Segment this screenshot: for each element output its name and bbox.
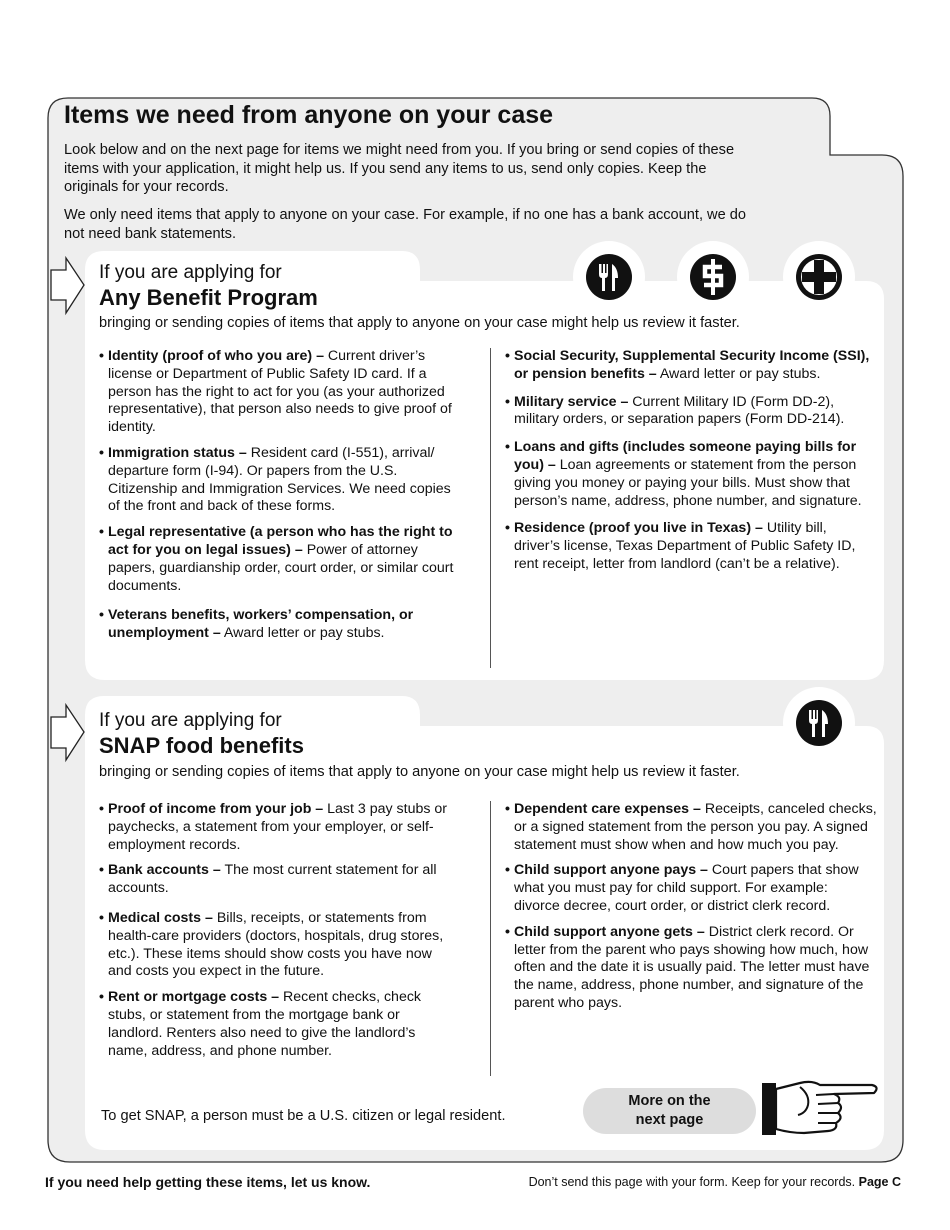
list-item: • Medical costs – Bills, receipts, or statements from health-care providers (doctors, hospitals, drug stores, etc.). These items should show costs you have now and costs you expect in the future. [99, 910, 457, 981]
pointing-hand-icon [760, 1077, 882, 1139]
snap-left-list [99, 801, 457, 1068]
list-item: • Bank accounts – The most current statement for all accounts. [99, 862, 457, 898]
section-snap-pre: If you are applying for [99, 710, 282, 731]
list-item: • Proof of income from your job – Last 3 pay stubs or paychecks, a statement from your employer, or self-employment records. [99, 801, 457, 854]
list-item: • Loans and gifts (includes someone paying bills for you) – Loan agreements or statement from the person giving you money or paying your bills. Must show that person’s name, address, phone number, and signature. [505, 439, 875, 510]
section-any-title: Any Benefit Program [99, 285, 318, 310]
list-item: • Residence (proof you live in Texas) – Utility bill, driver’s license, Texas Department of Public Safety ID, rent receipt, letter from landlord (can’t be a relative). [505, 520, 875, 573]
column-divider [490, 801, 491, 1076]
list-item: • Military service – Current Military ID (Form DD-2), military orders, or separation papers (Form DD-214). [505, 394, 875, 430]
column-divider [490, 348, 491, 668]
list-item: • Legal representative (a person who has the right to act for you on legal issues) – Power of attorney papers, guardianship order, court order, or similar court documents. [99, 524, 457, 595]
fork-knife-icon [781, 686, 857, 756]
list-item: • Dependent care expenses – Receipts, canceled checks, or a signed statement from the person you pay. A signed statement must show when and how much you pay. [505, 801, 877, 854]
fork-knife-icon [571, 240, 647, 310]
any-left-list [99, 348, 457, 651]
list-item: • Social Security, Supplemental Security Income (SSI), or pension benefits – Award letter or pay stubs. [505, 348, 875, 384]
snap-right-list [505, 801, 877, 1021]
list-item: • Child support anyone pays – Court papers that show what you must pay for child support. For example: divorce decree, court order, or district clerk record. [505, 862, 877, 915]
list-item: • Child support anyone gets – District clerk record. Or letter from the parent who pays showing how much, how often and the date it is usually paid. The letter must have the name, address, phone number, and signature of the parent who pays. [505, 924, 877, 1013]
more-next-page-badge [583, 1088, 756, 1134]
section-snap-desc: bringing or sending copies of items that apply to anyone on your case might help us review it faster. [99, 764, 740, 780]
section-snap-title: SNAP food benefits [99, 733, 304, 758]
dollar-icon [675, 240, 751, 310]
medical-cross-icon [781, 240, 857, 310]
footer-records-note: Don’t send this page with your form. Keep for your records. Page C [528, 1175, 901, 1189]
any-right-list [505, 348, 875, 582]
citizenship-note: To get SNAP, a person must be a U.S. citizen or legal resident. [101, 1108, 506, 1124]
section-any-pre: If you are applying for [99, 262, 282, 283]
list-item: • Identity (proof of who you are) – Current driver’s license or Department of Public Safety ID card. If a person has the right to act for you (as your authorized representative), that person also needs to give proof of identity. [99, 348, 457, 437]
page-number: Page C [858, 1175, 901, 1189]
list-item: • Rent or mortgage costs – Recent checks, check stubs, or statement from the mortgage bank or landlord. Renters also need to give the landlord’s name, address, and phone number. [99, 989, 457, 1060]
list-item: • Veterans benefits, workers’ compensation, or unemployment – Award letter or pay stubs. [99, 607, 457, 643]
intro-paragraph-1: Look below and on the next page for items we might need from you. If you bring or send copies of these items with your application, it might help us. If you send any items to us, send only copies. Keep the originals for your records. [64, 142, 735, 195]
footer-help-note: If you need help getting these items, let us know. [45, 1174, 371, 1190]
more-next-page-label: More on the next page [628, 1093, 711, 1128]
intro-paragraph-2: We only need items that apply to anyone on your case. For example, if no one has a bank account, we do not need bank statements. [64, 207, 746, 242]
section-any-desc: bringing or sending copies of items that apply to anyone on your case might help us review it faster. [99, 315, 740, 331]
list-item: • Immigration status – Resident card (I-551), arrival/ departure form (I-94). Or papers from the U.S. Citizenship and Immigration Services. We need copies of the front and back of these forms. [99, 445, 457, 516]
page-title: Items we need from anyone on your case [64, 101, 554, 129]
